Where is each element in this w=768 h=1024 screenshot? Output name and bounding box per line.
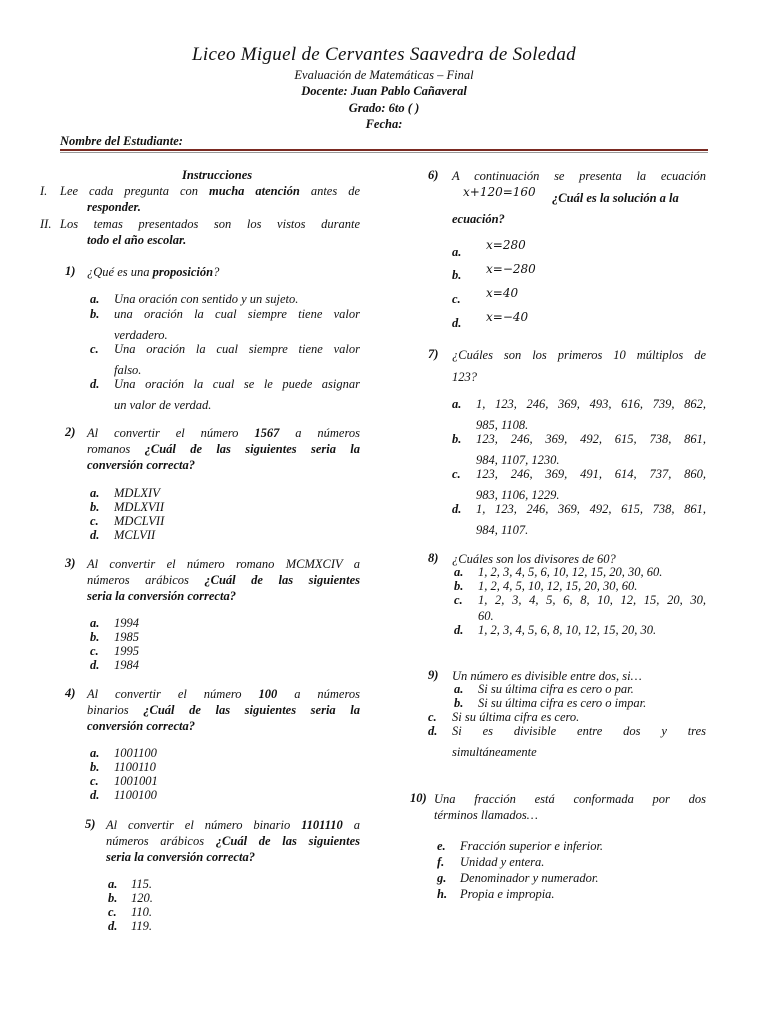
q3-option-c: 1995: [114, 644, 139, 658]
question-6-number: 6): [428, 168, 439, 182]
question-10-number: 10): [410, 791, 427, 805]
question-7-number: 7): [428, 347, 439, 361]
q4-option-c: 1001001: [114, 774, 158, 788]
question-7-text-line2: 123?: [452, 370, 477, 384]
q8-option-c: 1, 2, 3, 4, 5, 6, 8, 10, 12, 15, 20, 30,: [478, 593, 706, 607]
q2-option-b: MDLXVII: [114, 500, 164, 514]
q4-option-b-letter: b.: [90, 760, 100, 774]
question-2-text-line1: Al convertir el número 1567 a números: [87, 426, 360, 440]
question-10-text-line2: términos llamados…: [434, 808, 538, 822]
question-4-text-line1: Al convertir el número 100 a números: [87, 687, 360, 701]
school-name: Liceo Miguel de Cervantes Saavedra de Soledad: [192, 44, 576, 65]
q2-option-d: MCLVII: [114, 528, 156, 542]
instruction-1-text: Lee cada pregunta con mucha atención antes de: [60, 184, 361, 198]
q7-option-b-cont: 984, 1107, 1230.: [476, 453, 560, 467]
header-rule-thin: [60, 152, 708, 153]
q4-option-d-letter: d.: [90, 788, 100, 802]
q2-option-a-letter: a.: [90, 486, 100, 500]
question-5-number: 5): [85, 817, 96, 831]
q4-option-a-letter: a.: [90, 746, 100, 760]
q5-option-d: 119.: [131, 919, 152, 933]
q5-option-b-letter: b.: [108, 891, 118, 905]
q8-option-b: 1, 2, 4, 5, 10, 12, 15, 20, 30, 60.: [478, 579, 638, 593]
q1-option-b-cont: verdadero.: [114, 328, 168, 342]
question-6-text-line3: ecuación?: [452, 212, 505, 226]
question-6-text-line2: ¿Cuál es la solución a la: [552, 191, 679, 205]
question-4-number: 4): [65, 686, 76, 700]
q10-option-g: Denominador y numerador.: [460, 871, 599, 885]
header-rule: [60, 149, 708, 151]
student-name-label: Nombre del Estudiante:: [60, 134, 183, 148]
q3-option-b-letter: b.: [90, 630, 100, 644]
q8-option-c-cont: 60.: [478, 609, 494, 623]
question-5-text-line1: Al convertir el número binario 1101110 a: [106, 818, 360, 832]
question-4-text-line2: binarios ¿Cuál de las siguientes seria la: [87, 703, 360, 717]
q7-option-b-letter: b.: [452, 432, 462, 446]
question-6-equation: x+120=160: [463, 185, 536, 199]
instruction-2-number: II.: [40, 217, 52, 231]
q6-option-a: x=280: [486, 238, 526, 252]
q5-option-d-letter: d.: [108, 919, 118, 933]
question-3-text-line1: Al convertir el número romano MCMXCIV a: [87, 557, 360, 571]
q9-option-a-letter: a.: [454, 682, 464, 696]
q4-option-b: 1100110: [114, 760, 156, 774]
instructions-title: Instrucciones: [182, 168, 253, 182]
instruction-2-text-cont: todo el año escolar.: [87, 233, 187, 247]
q1-option-c-letter: c.: [90, 342, 99, 356]
q7-option-d-letter: d.: [452, 502, 462, 516]
question-9-number: 9): [428, 668, 439, 682]
q1-option-a: Una oración con sentido y un sujeto.: [114, 292, 299, 306]
q7-option-c-cont: 983, 1106, 1229.: [476, 488, 560, 502]
q10-option-e-letter: e.: [437, 839, 446, 853]
q10-option-g-letter: g.: [437, 871, 447, 885]
q5-option-c: 110.: [131, 905, 152, 919]
question-6-text-line1: A continuación se presenta la ecuación: [452, 169, 706, 183]
question-10-text-line1: Una fracción está conformada por dos: [434, 792, 706, 806]
q4-option-c-letter: c.: [90, 774, 99, 788]
question-3-number: 3): [65, 556, 76, 570]
q3-option-d-letter: d.: [90, 658, 100, 672]
q8-option-d-letter: d.: [454, 623, 464, 637]
question-2-number: 2): [65, 425, 76, 439]
question-8-text: ¿Cuáles son los divisores de 60?: [452, 552, 616, 566]
q3-option-d: 1984: [114, 658, 139, 672]
grade-line: Grado: 6to ( ): [348, 101, 420, 115]
q6-option-c-letter: c.: [452, 292, 461, 306]
instruction-1-number: I.: [40, 184, 48, 198]
q8-option-a-letter: a.: [454, 565, 464, 579]
q8-option-a: 1, 2, 3, 4, 5, 6, 10, 12, 15, 20, 30, 60.: [478, 565, 663, 579]
q2-option-b-letter: b.: [90, 500, 100, 514]
q7-option-a-cont: 985, 1108.: [476, 418, 529, 432]
q10-option-f: Unidad y entera.: [460, 855, 545, 869]
q1-option-d: Una oración la cual se le puede asignar: [114, 377, 360, 391]
q10-option-f-letter: f.: [437, 855, 445, 869]
instruction-1-text-cont: responder.: [87, 200, 141, 214]
q5-option-b: 120.: [131, 891, 153, 905]
q2-option-d-letter: d.: [90, 528, 100, 542]
q4-option-d: 1100100: [114, 788, 157, 802]
q9-option-c: Si su última cifra es cero.: [452, 710, 580, 724]
q7-option-b: 123, 246, 369, 492, 615, 738, 861,: [476, 432, 706, 446]
q5-option-a-letter: a.: [108, 877, 118, 891]
q10-option-h-letter: h.: [437, 887, 448, 901]
q6-option-d-letter: d.: [452, 316, 462, 330]
q9-option-a: Si su última cifra es cero o par.: [478, 682, 634, 696]
question-1-text: ¿Qué es una proposición?: [87, 265, 220, 279]
question-3-text-line3: seria la conversión correcta?: [87, 589, 236, 603]
q7-option-c: 123, 246, 369, 491, 614, 737, 860,: [476, 467, 706, 481]
q7-option-c-letter: c.: [452, 467, 461, 481]
q3-option-a: 1994: [114, 616, 139, 630]
q7-option-d-cont: 984, 1107.: [476, 523, 529, 537]
q3-option-b: 1985: [114, 630, 139, 644]
question-9-text: Un número es divisible entre dos, si…: [452, 669, 642, 683]
q1-option-a-letter: a.: [90, 292, 100, 306]
q4-option-a: 1001100: [114, 746, 157, 760]
q1-option-d-letter: d.: [90, 377, 100, 391]
q8-option-c-letter: c.: [454, 593, 463, 607]
q10-option-e: Fracción superior e inferior.: [460, 839, 604, 853]
q7-option-d: 1, 123, 246, 369, 492, 615, 738, 861,: [476, 502, 706, 516]
q3-option-a-letter: a.: [90, 616, 100, 630]
exam-title: Evaluación de Matemáticas – Final: [294, 68, 474, 82]
question-4-text-line3: conversión correcta?: [87, 719, 195, 733]
q8-option-b-letter: b.: [454, 579, 464, 593]
q6-option-c: x=40: [486, 286, 519, 300]
q9-option-d-letter: d.: [428, 724, 438, 738]
q6-option-a-letter: a.: [452, 245, 462, 259]
q1-option-d-cont: un valor de verdad.: [114, 398, 212, 412]
q9-option-c-letter: c.: [428, 710, 437, 724]
q6-option-b-letter: b.: [452, 268, 462, 282]
q9-option-d-cont: simultáneamente: [452, 745, 537, 759]
question-5-text-line3: seria la conversión correcta?: [106, 850, 255, 864]
question-2-text-line3: conversión correcta?: [87, 458, 195, 472]
q7-option-a: 1, 123, 246, 369, 493, 616, 739, 862,: [476, 397, 706, 411]
q8-option-d: 1, 2, 3, 4, 5, 6, 8, 10, 12, 15, 20, 30.: [478, 623, 657, 637]
q3-option-c-letter: c.: [90, 644, 99, 658]
q2-option-a: MDLXIV: [114, 486, 160, 500]
question-7-text-line1: ¿Cuáles son los primeros 10 múltiplos de: [452, 348, 706, 362]
date-line: Fecha:: [365, 117, 403, 131]
question-8-number: 8): [428, 551, 439, 565]
q9-option-b: Si su última cifra es cero o impar.: [478, 696, 647, 710]
q1-option-b: una oración la cual siempre tiene valor: [114, 307, 360, 321]
q2-option-c: MDCLVII: [114, 514, 165, 528]
q9-option-b-letter: b.: [454, 696, 464, 710]
q5-option-c-letter: c.: [108, 905, 117, 919]
question-3-text-line2: números arábicos ¿Cuál de las siguientes: [87, 573, 361, 587]
q2-option-c-letter: c.: [90, 514, 99, 528]
q10-option-h: Propia e impropia.: [460, 887, 555, 901]
q7-option-a-letter: a.: [452, 397, 462, 411]
q6-option-b: x=−280: [486, 262, 536, 276]
question-1-number: 1): [65, 264, 76, 278]
q5-option-a: 115.: [131, 877, 152, 891]
instruction-2-text: Los temas presentados son los vistos durante: [60, 217, 360, 231]
q1-option-c-cont: falso.: [114, 363, 142, 377]
q1-option-c: Una oración la cual siempre tiene valor: [114, 342, 360, 356]
q9-option-d: Si es divisible entre dos y tres: [452, 724, 706, 738]
q6-option-d: x=−40: [486, 310, 529, 324]
q1-option-b-letter: b.: [90, 307, 100, 321]
question-2-text-line2: romanos ¿Cuál de las siguientes seria la: [87, 442, 360, 456]
teacher-line: Docente: Juan Pablo Cañaveral: [301, 84, 467, 98]
question-5-text-line2: números arábicos ¿Cuál de las siguientes: [106, 834, 361, 848]
